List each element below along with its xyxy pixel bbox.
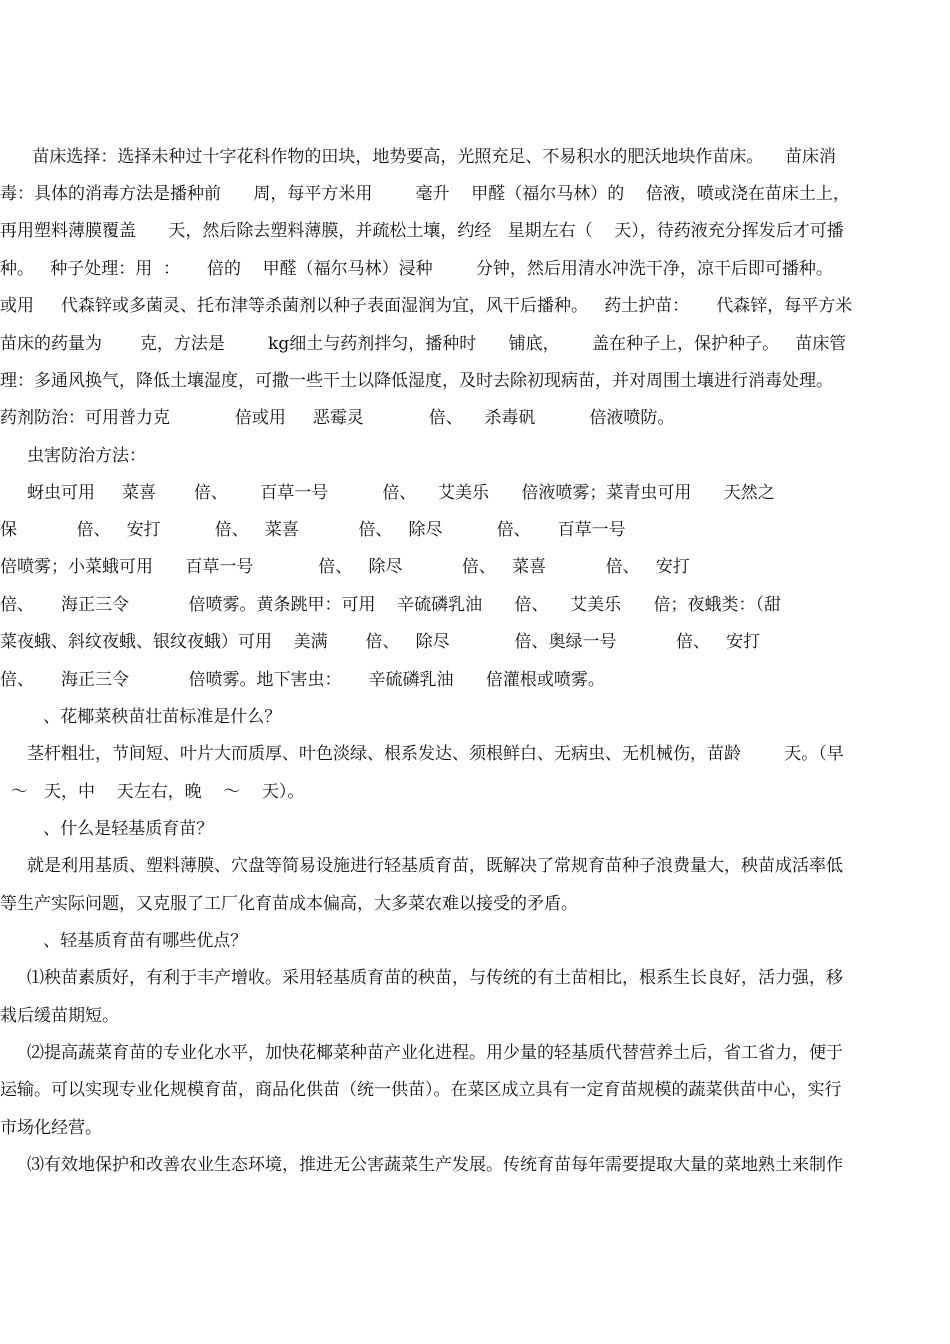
question-heading: 、什么是轻基质育苗？ [0,819,214,839]
text-line: ⑶有效地保护和改善农业生态环境，推进无公害蔬菜生产发展。传统育苗每年需要提取大量的菜地熟土来制作 [0,1155,844,1175]
text-line: 蚜虫可用 菜喜 倍、 百草一号 倍、 艾美乐 倍液喷雾；菜青虫可用 天然之 [0,483,775,503]
text-line: 倍、 海正三令 倍喷雾。地下害虫： 辛硫磷乳油 倍灌根或喷雾。 [0,670,605,690]
text-line: 运输。可以实现专业化规模育苗，商品化供苗（统一供苗）。在菜区成立具有一定育苗规模的蔬菜供苗中心，实行 [0,1080,842,1100]
text-line: 保 倍、 安打 倍、 菜喜 倍、 除尽 倍、 百草一号 [0,520,626,540]
section-heading: 虫害防治方法： [0,446,147,466]
text-line: 倍喷雾；小菜蛾可用 百草一号 倍、 除尽 倍、 菜喜 倍、 安打 [0,557,690,577]
text-line: 种。 种子处理：用 ： 倍的 甲醛（福尔马林）浸种 分钟，然后用清水冲洗干净，凉干后即可播种。 [0,259,833,279]
question-heading: 、轻基质育苗有哪些优点？ [0,931,248,951]
text-line: 市场化经营。 [0,1118,102,1138]
text-line: 苗床的药量为 克，方法是 kg细土与药剂拌匀，播种时 铺底， 盖在种子上，保护种子。 苗床管 [0,334,847,354]
text-line: 毒：具体的消毒方法是播种前 周，每平方米用 毫升 甲醛（福尔马林）的 倍液，喷或浇在苗床土上， [0,184,850,204]
text-line: 茎杆粗壮，节间短、叶片大而质厚、叶色淡绿、根系发达、须根鲜白、无病虫、无机械伤，苗龄 天。（早 [0,744,844,764]
text-line: ～ 天，中 天左右，晚 ～ 天）。 [0,782,305,802]
text-line: 倍、 海正三令 倍喷雾。黄条跳甲：可用 辛硫磷乳油 倍、 艾美乐 倍；夜蛾类：（甜 [0,595,782,615]
text-line: 或用 代森锌或多菌灵、托布津等杀菌剂以种子表面湿润为宜，风干后播种。 药土护苗： 代森锌，每平方米 [0,296,853,316]
text-line: 理：多通风换气，降低土壤湿度，可撒一些干土以降低湿度，及时去除初现病苗，并对周围土壤进行消毒处理。 [0,371,833,391]
text-line: 药剂防治：可用普力克 倍或用 恶霉灵 倍、 杀毒矾 倍液喷防。 [0,408,675,428]
text-line: 栽后缓苗期短。 [0,1006,119,1026]
text-line: 再用塑料薄膜覆盖 天，然后除去塑料薄膜，并疏松土壤，约经 星期左右（ 天），待药液充分挥发后才可播 [0,221,844,241]
question-heading: 、花椰菜秧苗壮苗标准是什么？ [0,707,282,727]
text-line: ⑴秧苗素质好，有利于丰产增收。采用轻基质育苗的秧苗，与传统的有土苗相比，根系生长良好，活力强，移 [0,968,844,988]
text-line: ⑵提高蔬菜育苗的专业化水平，加快花椰菜种苗产业化进程。用少量的轻基质代替营养土后，省工省力，便于 [0,1043,844,1063]
text-line: 就是利用基质、塑料薄膜、穴盘等简易设施进行轻基质育苗，既解决了常规育苗种子浪费量大，秧苗成活率低 [0,856,844,876]
text-line: 苗床选择：选择未种过十字花科作物的田块，地势要高，光照充足、不易积水的肥沃地块作苗床。 苗床消 [0,147,837,167]
text-line: 菜夜蛾、斜纹夜蛾、银纹夜蛾）可用 美满 倍、 除尽 倍、奥绿一号 倍、 安打 [0,632,761,652]
text-line: 等生产实际问题，又克服了工厂化育苗成本偏高，大多菜农难以接受的矛盾。 [0,894,578,914]
